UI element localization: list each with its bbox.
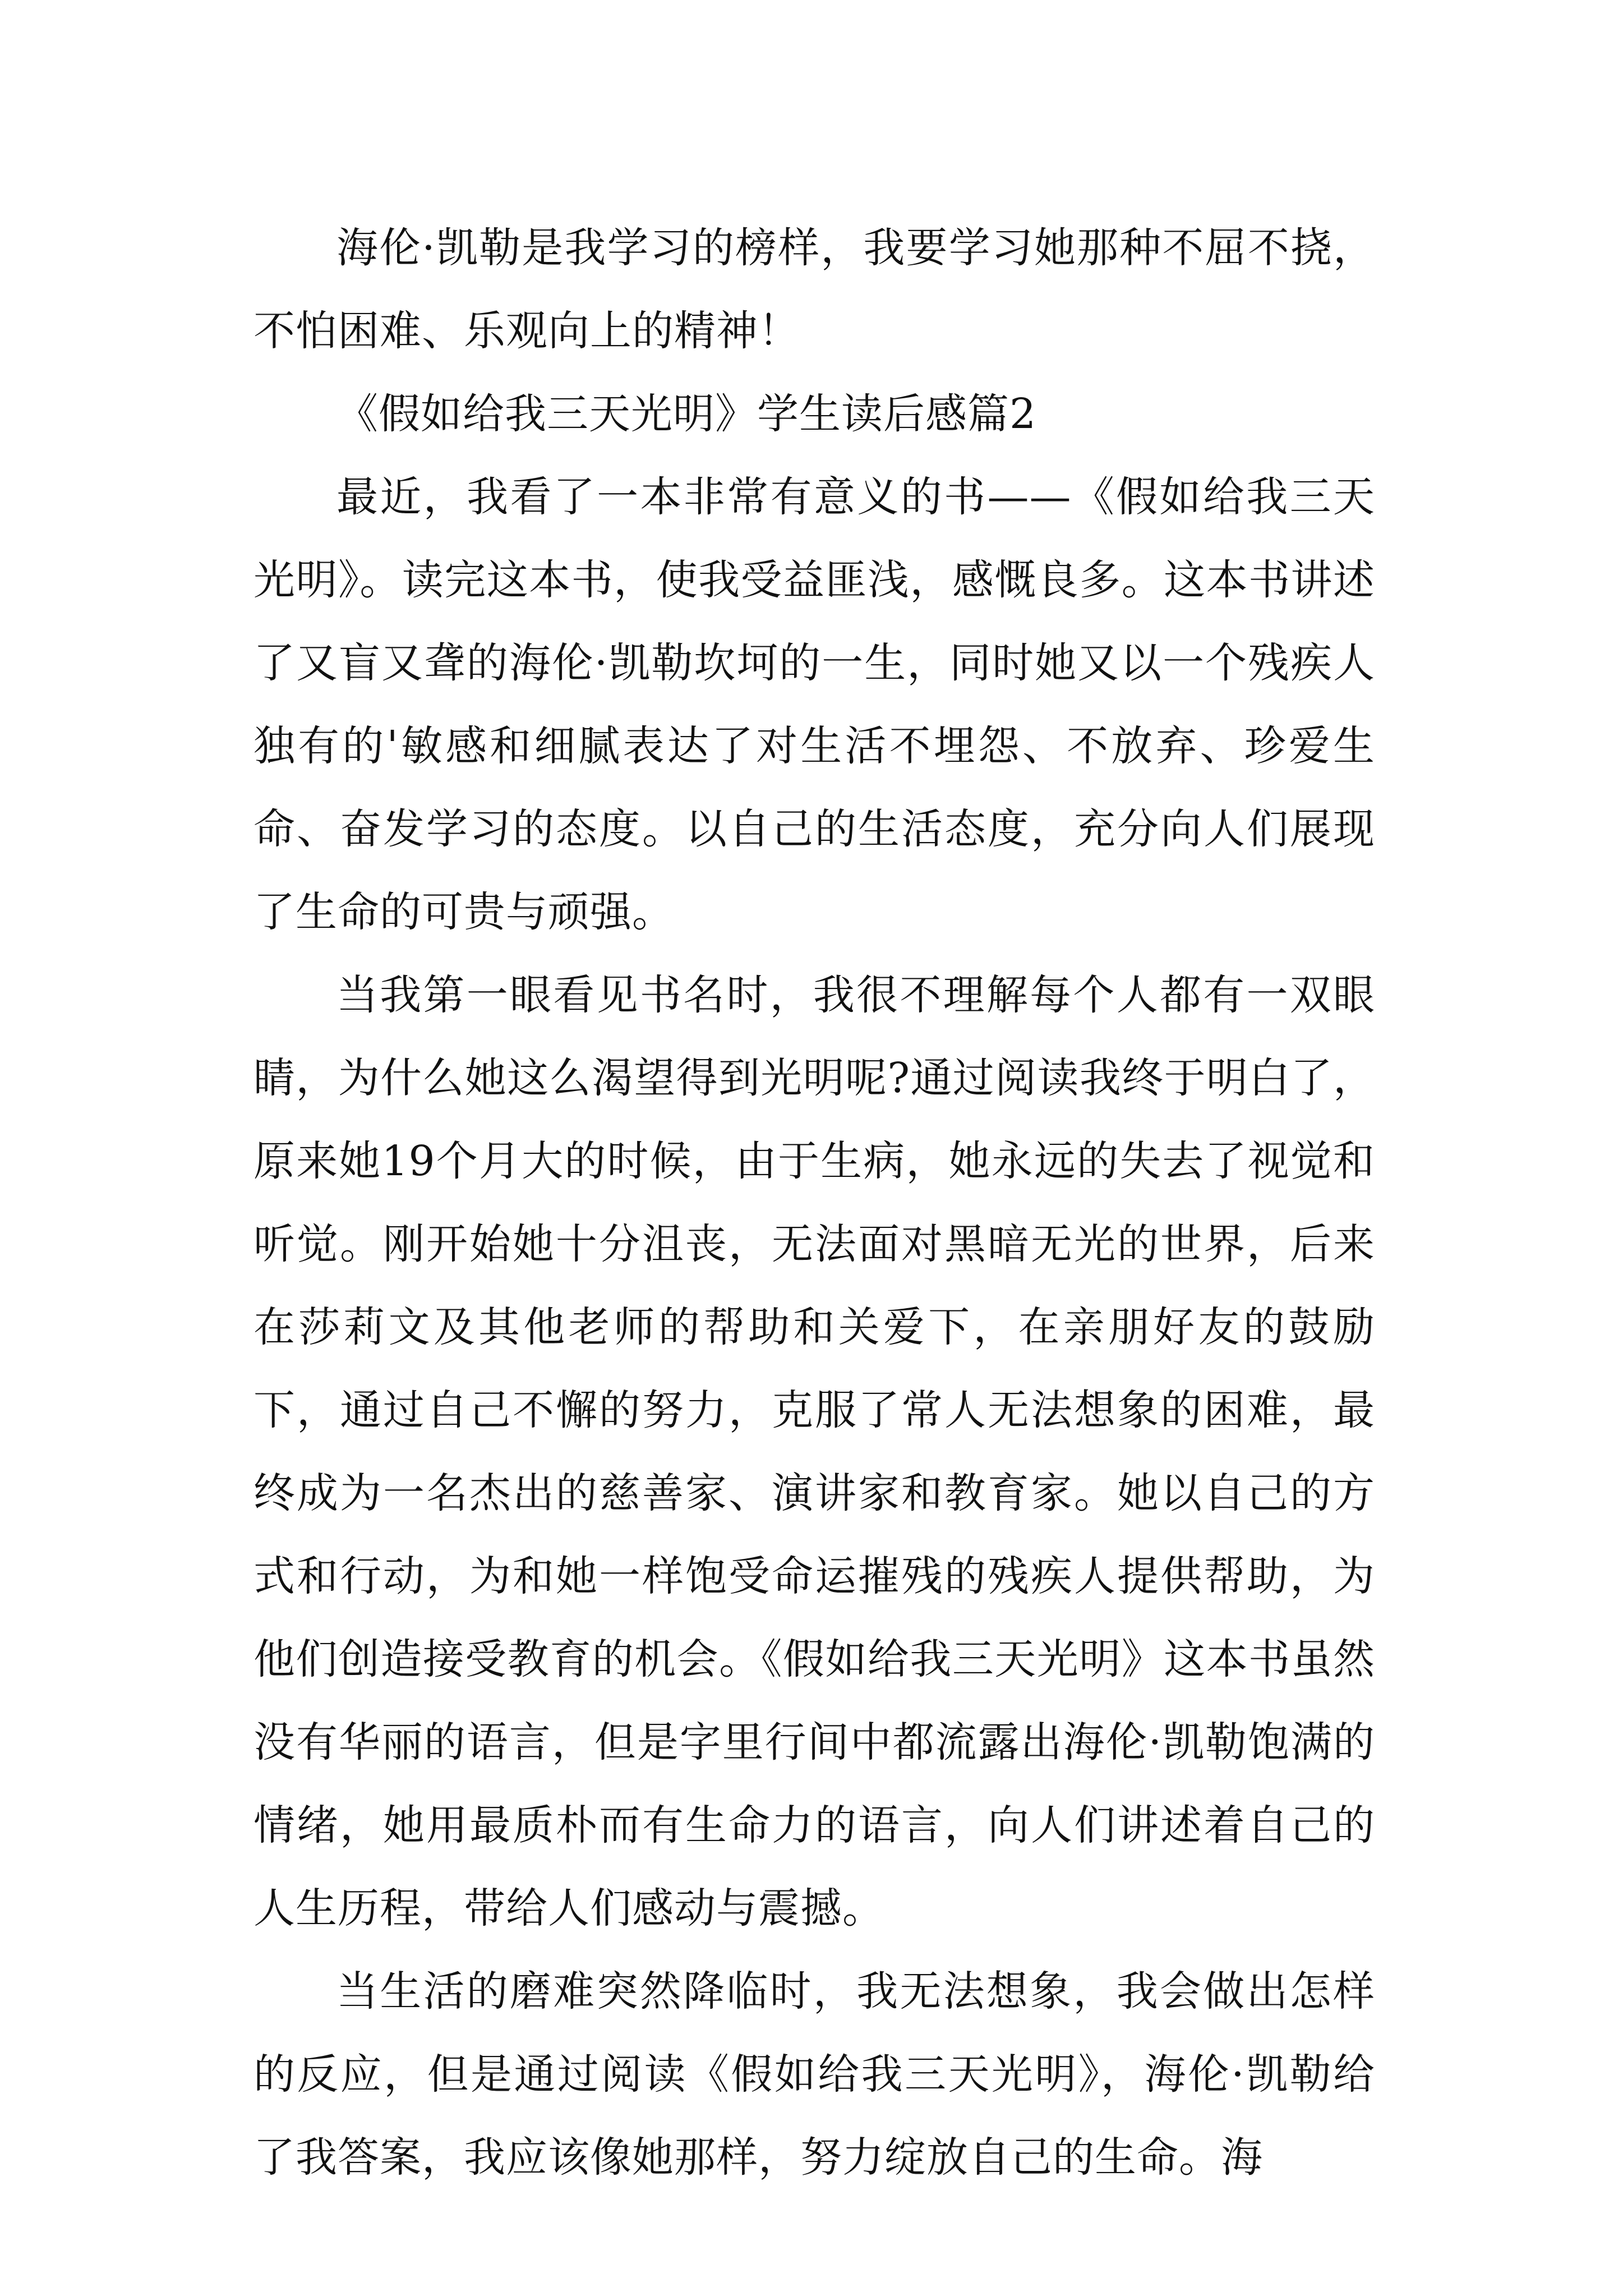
section-heading: 《假如给我三天光明》学生读后感篇2	[336, 390, 1037, 438]
intro-paragraph: 海伦·凯勒是我学习的榜样，我要学习她那种不屈不挠，不怕困难、乐观向上的精神！	[253, 224, 1375, 355]
body-paragraph-3: 当生活的磨难突然降临时，我无法想象，我会做出怎样的反应，但是通过阅读《假如给我三天光明》，海伦·凯勒给了我答案，我应该像她那样，努力绽放自己的生命。海	[253, 1967, 1375, 2182]
document-body	[253, 206, 1375, 2199]
body-paragraph-2: 当我第一眼看见书名时，我很不理解每个人都有一双眼睛，为什么她这么渴望得到光明呢?通过阅读我终于明白了，原来她19个月大的时候，由于生病，她永远的失去了视觉和听觉。刚开始她十分沮丧，无法面对黑暗无光的世界，后来在莎莉文及其他老师的帮助和关爱下，在亲朋好友的鼓励下，通过自己不懈的努力，克服了常人无法想象的困难，最终成为一名杰出的慈善家、演讲家和教育家。她以自己的方式和行动，为和她一样饱受命运摧残的残疾人提供帮助，为他们创造接受教育的机会。《假如给我三天光明》这本书虽然没有华丽的语言，但是字里行间中都流露出海伦·凯勒饱满的情绪，她用最质朴而有生命力的语言，向人们讲述着自己的人生历程，带给人们感动与震撼。	[253, 971, 1375, 1932]
body-paragraph-1: 最近，我看了一本非常有意义的书——《假如给我三天光明》。读完这本书，使我受益匪浅，感慨良多。这本书讲述了又盲又聋的海伦·凯勒坎坷的一生，同时她又以一个残疾人独有的'敏感和细腻表达了对生活不埋怨、不放弃、珍爱生命、奋发学习的态度。以自己的生活态度，充分向人们展现了生命的可贵与顽强。	[253, 473, 1375, 936]
